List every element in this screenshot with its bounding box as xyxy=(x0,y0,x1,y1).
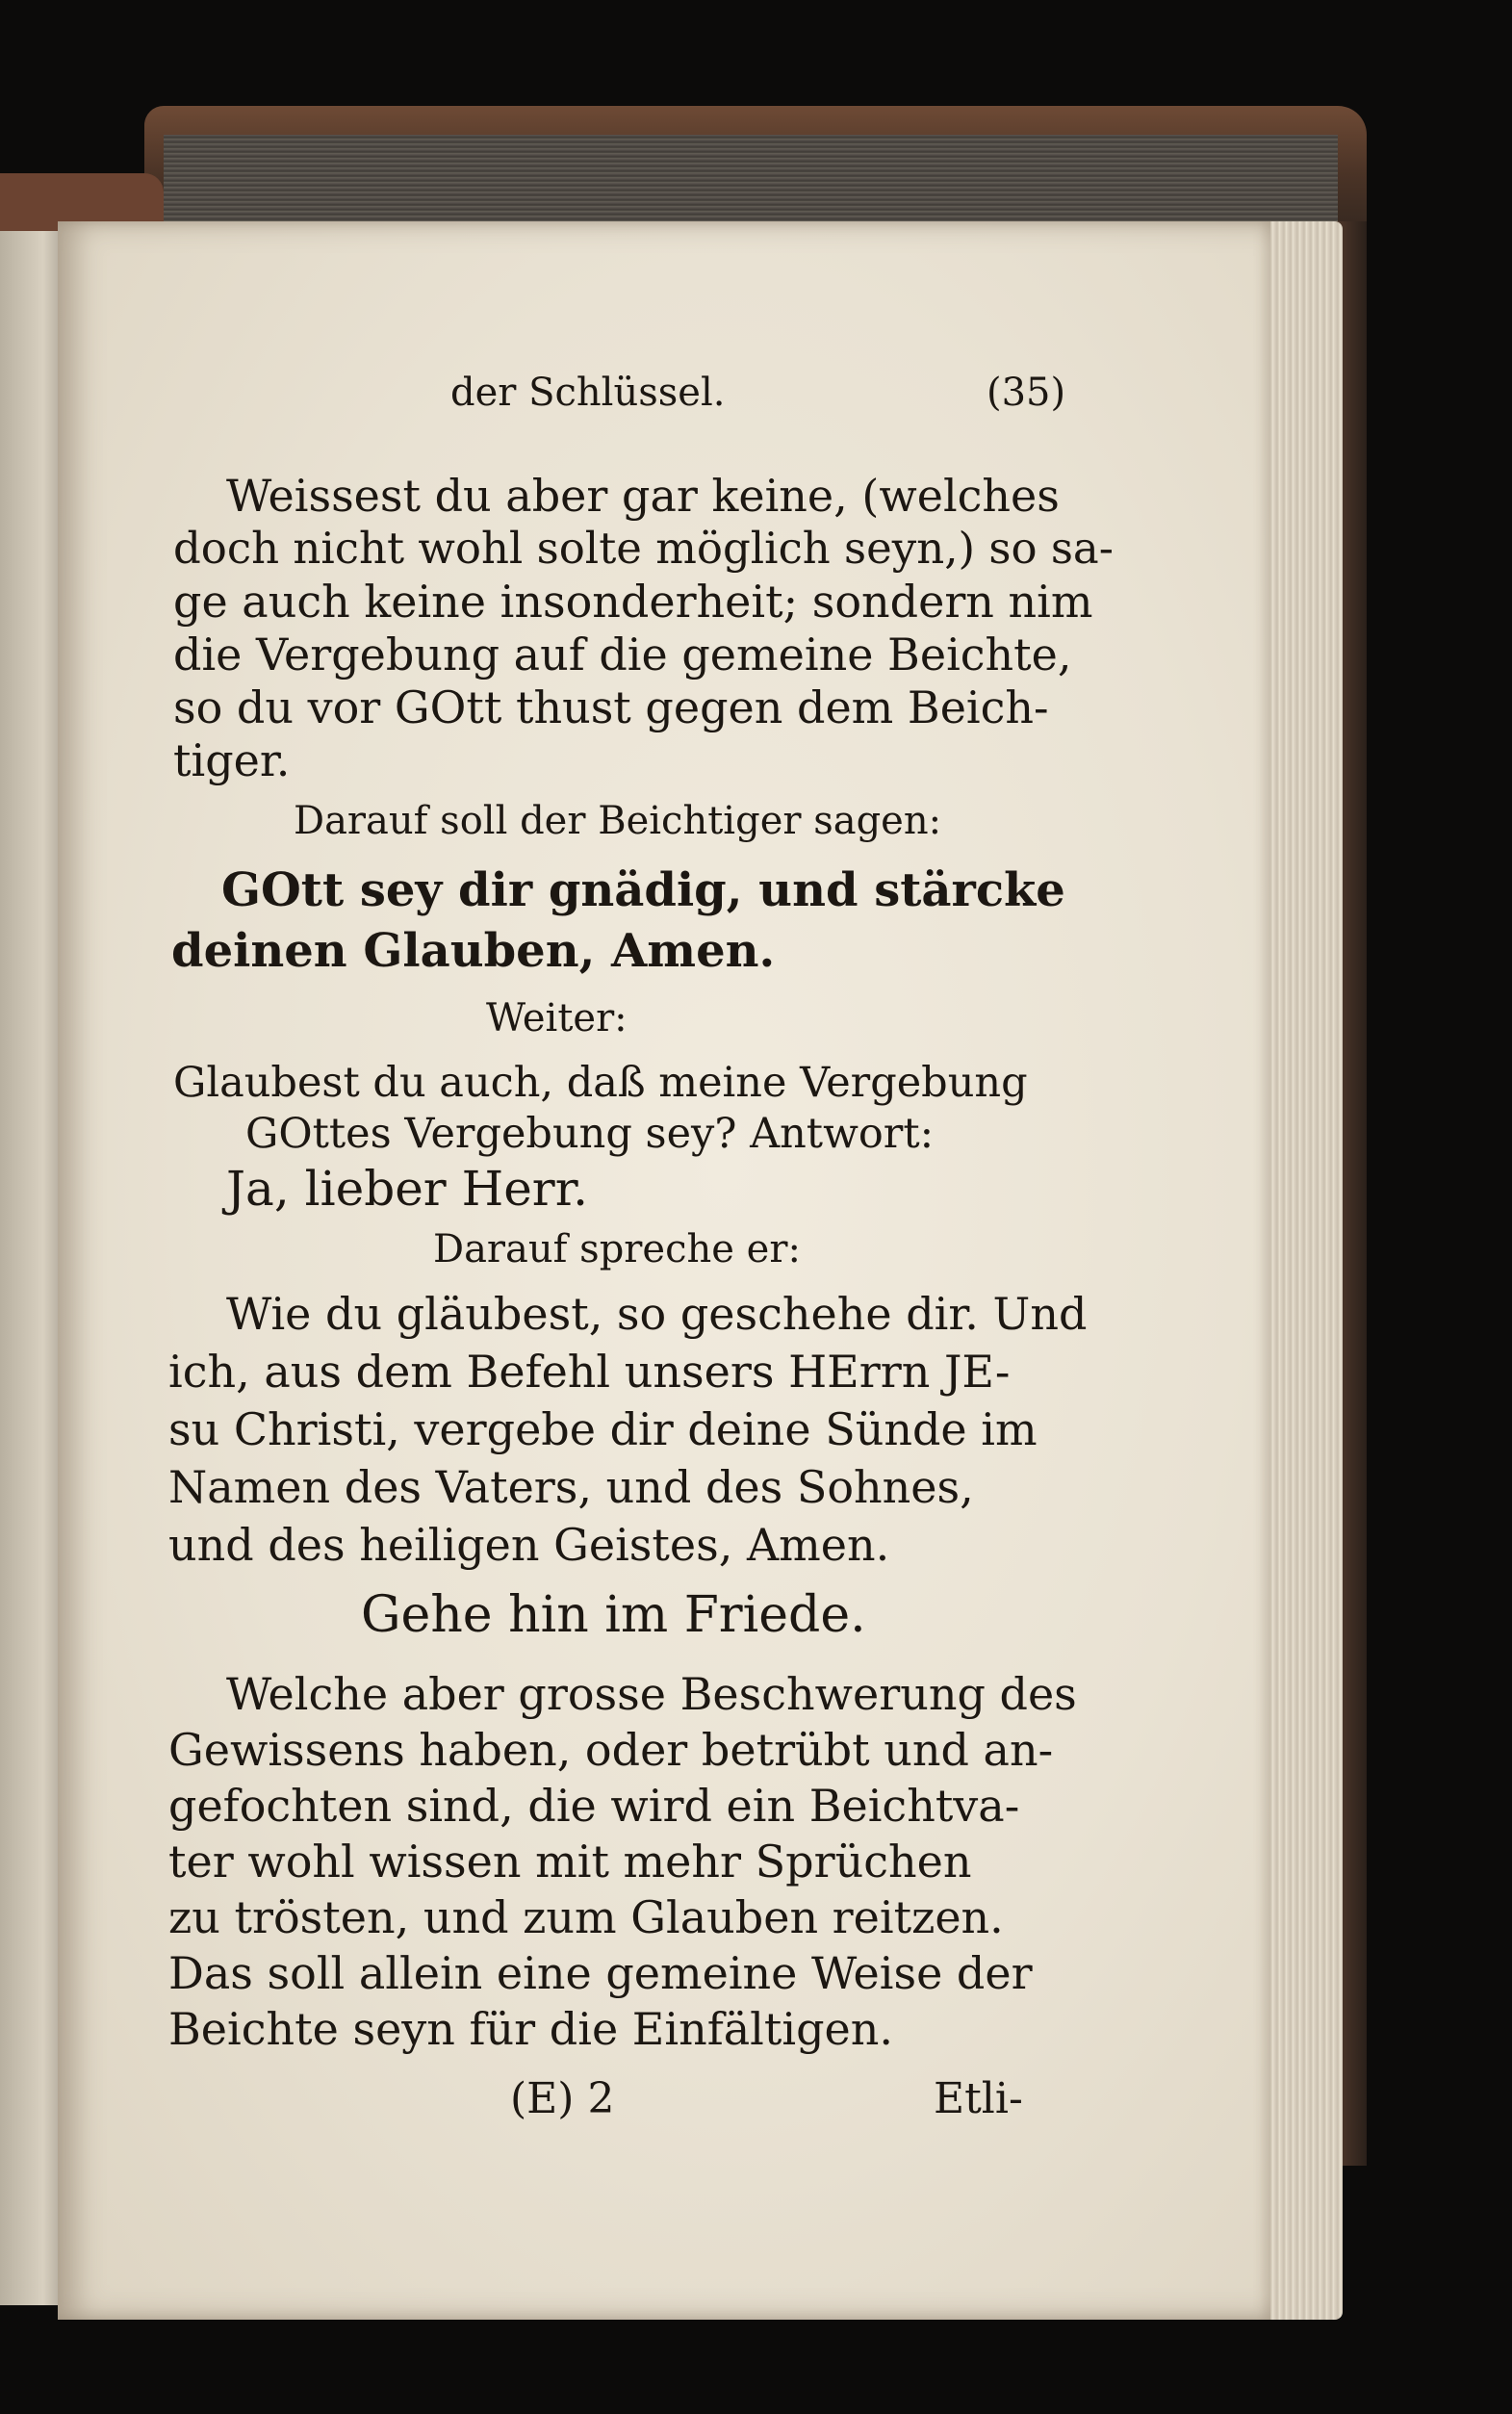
absolution-line: su Christi, vergebe dir deine Sünde im xyxy=(168,1403,1038,1455)
paragraph-line: so du vor GOtt thust gegen dem Beich- xyxy=(173,681,1049,733)
answer: Ja, lieber Herr. xyxy=(226,1161,589,1217)
paragraph-line: Beichte seyn für die Einfältigen. xyxy=(168,2003,893,2055)
paragraph-line: ter wohl wissen mit mehr Sprüchen xyxy=(168,1836,972,1888)
paragraph-line: die Vergebung auf die gemeine Beichte, xyxy=(173,629,1072,681)
absolution-line: ich, aus dem Befehl unsers HErrn JE- xyxy=(168,1346,1011,1398)
rubric-instruction: Darauf spreche er: xyxy=(433,1227,801,1271)
paragraph-line: Gewissens haben, oder betrübt und an- xyxy=(168,1724,1054,1776)
paragraph-line: Das soll allein eine gemeine Weise der xyxy=(168,1947,1033,1999)
running-head: der Schlüssel. xyxy=(450,371,726,415)
paragraph-line: doch nicht wohl solte möglich seyn,) so sa- xyxy=(173,523,1114,574)
book-page xyxy=(58,221,1270,2320)
absolution-line: Wie du gläubest, so geschehe dir. Und xyxy=(226,1288,1088,1340)
blessing-line: GOtt sey dir gnädig, und stärcke xyxy=(221,863,1065,917)
absolution-line: Namen des Vaters, und des Sohnes, xyxy=(168,1461,974,1513)
question-line: Glaubest du auch, daß meine Vergebung xyxy=(173,1059,1028,1107)
paragraph-line: Welche aber grosse Beschwerung des xyxy=(226,1668,1077,1720)
paragraph-line: zu trösten, und zum Glauben reitzen. xyxy=(168,1891,1004,1943)
rubric-weiter: Weiter: xyxy=(486,996,628,1040)
paragraph-line: gefochten sind, die wird ein Beichtva- xyxy=(168,1780,1020,1832)
absolution-line: und des heiligen Geistes, Amen. xyxy=(168,1519,890,1571)
signature-mark: (E) 2 xyxy=(510,2074,615,2123)
page-number: (35) xyxy=(987,371,1066,415)
question-line: GOttes Vergebung sey? Antwort: xyxy=(245,1110,935,1158)
dismissal: Gehe hin im Friede. xyxy=(361,1586,866,1644)
paragraph-line: tiger. xyxy=(173,734,291,786)
blessing-line: deinen Glauben, Amen. xyxy=(171,924,776,978)
rubric-instruction: Darauf soll der Beichtiger sagen: xyxy=(294,799,942,843)
paragraph-line: ge auch keine insonderheit; sondern nim xyxy=(173,576,1093,628)
paragraph-line: Weissest du aber gar keine, (welches xyxy=(226,470,1060,522)
catchword: Etli- xyxy=(934,2074,1023,2123)
